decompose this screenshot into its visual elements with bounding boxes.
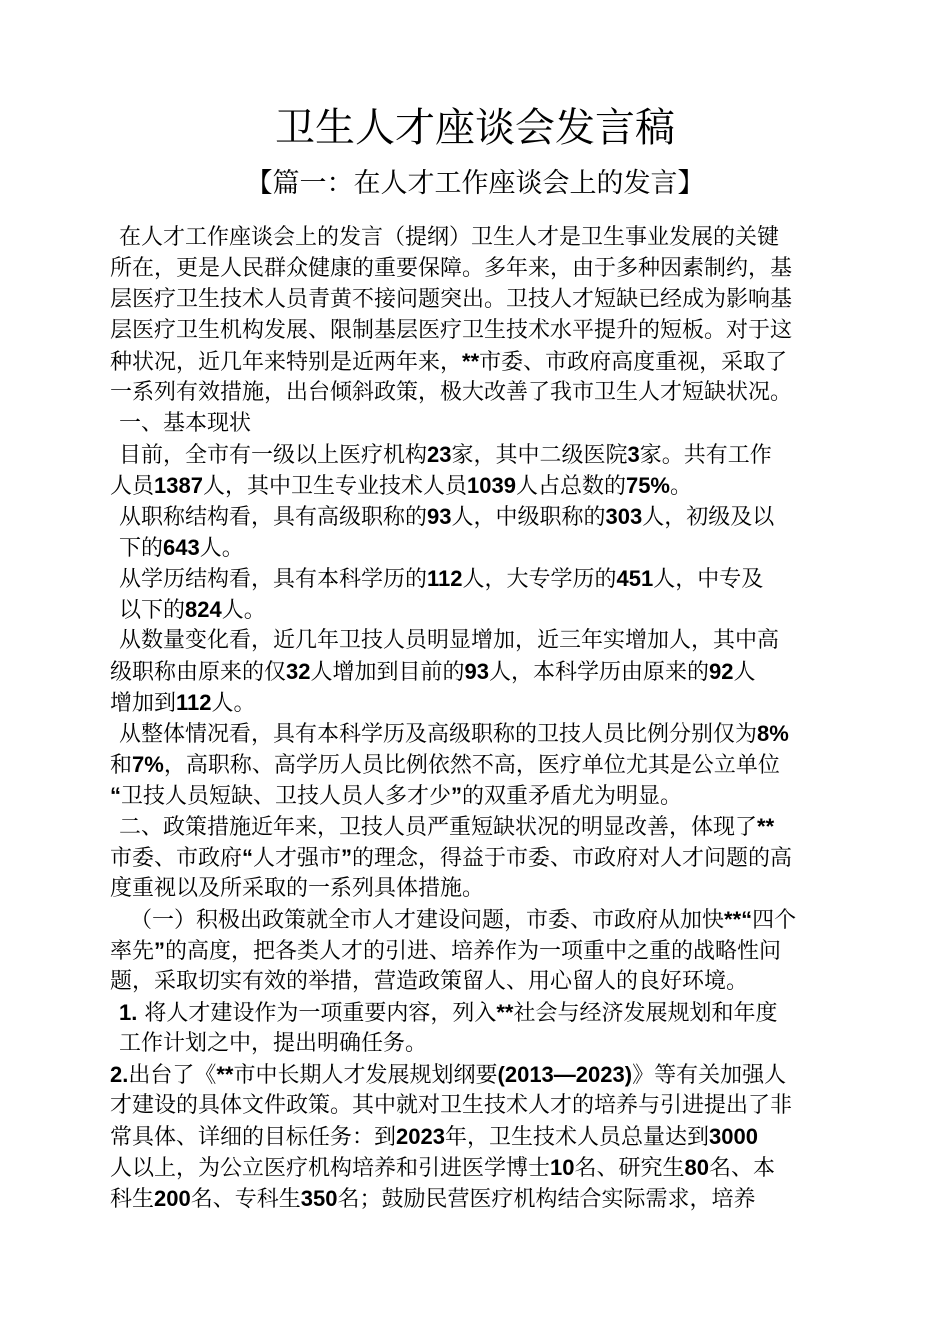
text-run: 家。共有工作 — [639, 443, 772, 468]
text-run: 名、本 — [709, 1156, 776, 1181]
bold-text: 75% — [625, 473, 670, 498]
text-run: 科生 — [110, 1187, 155, 1212]
bold-text: “ — [242, 845, 254, 870]
text-run: 将人才建设作为一项重要内容，列入 — [137, 1001, 497, 1026]
bold-text: 80 — [684, 1155, 709, 1180]
text-run: 人，中专及 — [653, 567, 764, 592]
text-run: 才建设的具体文件政策。其中就对卫生技术人才的培养与引进提出了非 — [110, 1093, 793, 1118]
bold-text: 112 — [176, 690, 212, 715]
bold-text: 1. — [119, 1000, 138, 1025]
text-run: 二、政策措施近年来，卫技人员严重短缺状况的明显改善，体现了 — [119, 815, 758, 840]
text-run: 和 — [110, 753, 133, 778]
text-run: 人，中级职称的 — [451, 505, 606, 530]
text-line — [110, 377, 845, 408]
text-line — [110, 408, 845, 439]
text-run: 市委、市政府高度重视，采取了 — [479, 350, 788, 375]
text-run: 市中长期人才发展规划纲要 — [233, 1063, 498, 1088]
text-run: 下的 — [119, 536, 164, 561]
bold-text: 93 — [464, 659, 489, 684]
text-line — [110, 284, 845, 315]
text-run: 目前，全市有一级以上医疗机构 — [119, 443, 428, 468]
text-run: （一）积极出政策就全市人才建设问题，市委、市政府从加快 — [130, 908, 725, 933]
bold-text: 643 — [163, 535, 200, 560]
text-run: 出台了《 — [128, 1063, 217, 1088]
text-run: 人占总数的 — [515, 474, 626, 499]
bold-text: ** — [462, 349, 480, 374]
text-run: 从数量变化看，近几年卫技人员明显增加，近三年实增加人，其中高 — [119, 628, 780, 653]
text-run: 人才强市 — [253, 846, 342, 871]
bold-text: ** — [757, 814, 775, 839]
text-line — [110, 842, 845, 873]
text-run: 种状况，近几年来特别是近两年来， — [110, 350, 463, 375]
bold-text: 93 — [427, 504, 452, 529]
text-run: 从整体情况看，具有本科学历及高级职称的卫技人员比例分别仅为 — [119, 722, 758, 747]
bold-text: ** — [216, 1062, 234, 1087]
text-line — [110, 439, 845, 470]
text-line — [110, 1183, 845, 1214]
bold-text: “ — [110, 783, 121, 808]
text-line — [110, 346, 845, 377]
bold-text: 1387 — [154, 473, 203, 498]
text-run: 四个 — [752, 908, 797, 933]
text-run: 年，卫生技术人员总量达到 — [444, 1125, 709, 1150]
text-run: 题，采取切实有效的举措，营造政策留人、用心留人的良好环境。 — [110, 969, 749, 994]
bold-text: 10 — [550, 1155, 575, 1180]
text-run: 人，初级及以 — [642, 505, 775, 530]
bold-text: 8% — [757, 721, 789, 746]
text-line — [110, 1028, 845, 1059]
text-line — [110, 1090, 845, 1121]
text-run: 增加到 — [110, 691, 177, 716]
text-run: 所在，更是人民群众健康的重要保障。多年来，由于多种因素制约，基 — [110, 256, 793, 281]
text-line — [110, 1152, 845, 1183]
text-run: 一系列有效措施，出台倾斜政策，极大改善了我市卫生人才短缺状况。 — [110, 380, 793, 405]
text-run: 人。 — [211, 691, 256, 716]
bold-text: 3 — [627, 442, 640, 467]
text-line — [110, 873, 845, 904]
text-run: 的双重矛盾尤为明显。 — [462, 784, 683, 809]
bold-text: 2023 — [396, 1124, 445, 1149]
text-line — [110, 625, 845, 656]
text-line — [110, 315, 845, 346]
bold-text: 451 — [616, 566, 654, 591]
bold-text: ” — [451, 783, 463, 808]
text-line — [110, 656, 845, 687]
text-run: 一、基本现状 — [119, 411, 252, 436]
text-line — [110, 532, 845, 563]
text-run: 人员 — [110, 474, 155, 499]
text-run: 常具体、详细的目标任务：到 — [110, 1125, 397, 1150]
text-line — [110, 904, 845, 935]
text-run: 从职称结构看，具有高级职称的 — [119, 505, 428, 530]
bold-text: 303 — [605, 504, 643, 529]
text-run: 工作计划之中，提出明确任务。 — [119, 1031, 428, 1056]
text-run: 层医疗卫生机构发展、限制基层医疗卫生技术水平提升的短板。对于这 — [110, 318, 793, 343]
text-run: 的理念，得益于市委、市政府对人才问题的高 — [352, 846, 793, 871]
bold-text: 2. — [110, 1062, 129, 1087]
text-run: 卫技人员短缺、卫技人员人多才少 — [121, 784, 452, 809]
text-line — [110, 563, 845, 594]
text-line — [110, 470, 845, 501]
text-line — [110, 1121, 845, 1152]
text-run: 人，大专学历的 — [462, 567, 617, 592]
text-line — [110, 966, 845, 997]
text-line — [110, 1059, 845, 1090]
text-run: 名、专科生 — [190, 1187, 301, 1212]
text-run: 人增加到目前的 — [310, 660, 465, 685]
bold-text: 200 — [154, 1186, 191, 1211]
text-run: 市委、市政府 — [110, 846, 243, 871]
bold-text: **“ — [724, 907, 753, 932]
text-line — [110, 997, 845, 1028]
text-run: ，高职称、高学历人员比例依然不高，医疗单位尤其是公立单位 — [163, 753, 780, 778]
text-run: 级职称由原来的仅 — [110, 660, 287, 685]
text-run: 。 — [670, 474, 693, 499]
bold-text: ” — [154, 938, 166, 963]
text-run: 在人才工作座谈会上的发言（提纲）卫生人才是卫生事业发展的关键 — [119, 225, 780, 250]
text-run: 人，本科学历由原来的 — [489, 660, 710, 685]
text-run: 人。 — [199, 536, 244, 561]
bold-text: 23 — [427, 442, 452, 467]
bold-text: ” — [341, 845, 353, 870]
text-run: 名；鼓励民营医疗机构结合实际需求，培养 — [337, 1187, 756, 1212]
text-run: 从学历结构看，具有本科学历的 — [119, 567, 428, 592]
bold-text: 1039 — [466, 473, 516, 498]
text-run: 家，其中二级医院 — [451, 443, 628, 468]
text-run: 名、研究生 — [574, 1156, 685, 1181]
text-run: 率先 — [110, 939, 155, 964]
text-line — [110, 253, 845, 284]
document-body — [110, 222, 845, 1214]
text-run: 社会与经济发展规划和年度 — [513, 1001, 778, 1026]
bold-text: 32 — [286, 659, 311, 684]
text-line — [110, 687, 845, 718]
bold-text: 824 — [185, 597, 222, 622]
text-line — [110, 718, 845, 749]
text-run: 以下的 — [119, 598, 186, 623]
text-run: 人。 — [221, 598, 266, 623]
bold-text: ** — [496, 1000, 514, 1025]
text-line — [110, 501, 845, 532]
bold-text: 350 — [300, 1186, 338, 1211]
text-line — [110, 222, 845, 253]
text-run: 的高度，把各类人才的引进、培养作为一项重中之重的战略性问 — [165, 939, 782, 964]
text-line — [110, 935, 845, 966]
text-line — [110, 811, 845, 842]
text-run: 人 — [733, 660, 756, 685]
document-title: 卫生人才座谈会发言稿 — [275, 105, 675, 151]
text-line — [110, 780, 845, 811]
text-run: 度重视以及所采取的一系列具体措施。 — [110, 876, 485, 901]
text-run: 》等有关加强人 — [632, 1063, 787, 1088]
text-line — [110, 749, 845, 780]
text-run: 人，其中卫生专业技术人员 — [202, 474, 467, 499]
bold-text: 112 — [427, 566, 463, 591]
bold-text: (2013—2023) — [497, 1062, 633, 1087]
text-run: 人以上，为公立医疗机构培养和引进医学博士 — [110, 1156, 551, 1181]
bold-text: 3000 — [708, 1124, 758, 1149]
bold-text: 7% — [132, 752, 164, 777]
text-line — [110, 594, 845, 625]
bold-text: 92 — [709, 659, 734, 684]
text-run: 层医疗卫生技术人员青黄不接问题突出。卫技人才短缺已经成为影响基 — [110, 287, 793, 312]
document-subtitle: 【篇一：在人才工作座谈会上的发言】 — [245, 168, 705, 199]
